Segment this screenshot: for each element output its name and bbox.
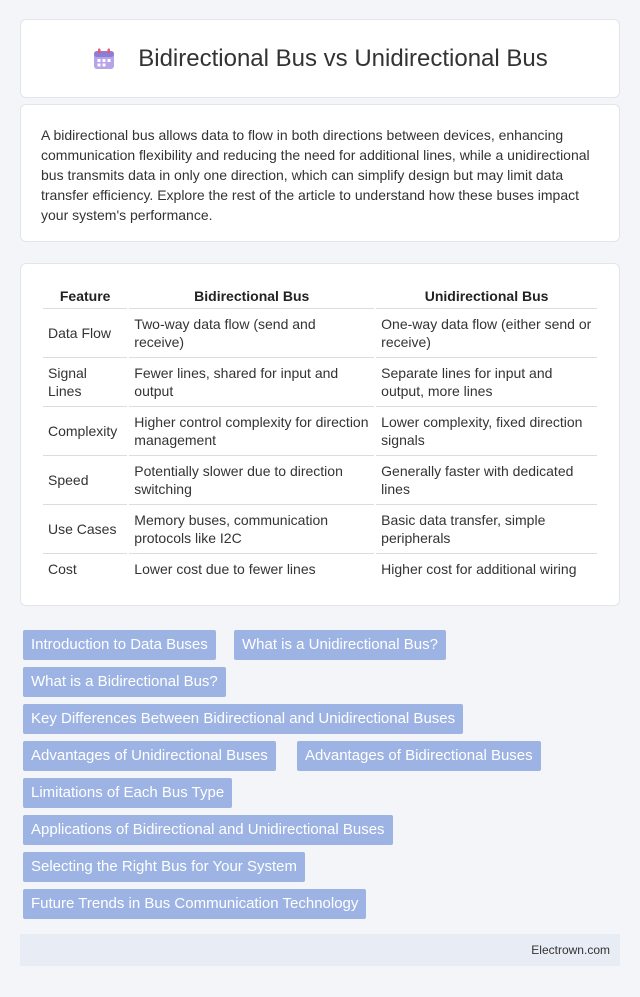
table-row: [43, 456, 597, 505]
footer-site: Electrown.com: [531, 943, 610, 957]
row-feature: Data Flow: [43, 309, 127, 358]
row-bidirectional: Two-way data flow (send and receive): [129, 309, 374, 358]
row-bidirectional: Memory buses, communication protocols like I2C: [129, 505, 374, 554]
title-card: [20, 19, 620, 98]
table-row: [43, 505, 597, 554]
toc-link-future-trends[interactable]: Future Trends in Bus Communication Technology: [23, 889, 366, 919]
row-bidirectional: Lower cost due to fewer lines: [134, 561, 316, 577]
table-row: [43, 309, 597, 358]
table-row: [43, 407, 597, 456]
row-bidirectional: Potentially slower due to direction switching: [129, 456, 374, 505]
toc-link-key-differences[interactable]: Key Differences Between Bidirectional and Unidirectional Buses: [23, 704, 463, 734]
toc-link-advantages-unidirectional[interactable]: Advantages of Unidirectional Buses: [23, 741, 276, 771]
row-feature: Cost: [48, 561, 77, 577]
toc-link-applications[interactable]: Applications of Bidirectional and Unidirectional Buses: [23, 815, 393, 845]
row-unidirectional: Higher cost for additional wiring: [381, 561, 577, 577]
row-feature: Complexity: [43, 407, 127, 456]
table-header-row: [43, 284, 597, 309]
toc-link-selecting[interactable]: Selecting the Right Bus for Your System: [23, 852, 305, 882]
intro-card: [20, 104, 620, 242]
comparison-table: [41, 284, 599, 584]
comparison-card: [20, 263, 620, 606]
row-feature: Signal Lines: [43, 358, 127, 407]
row-unidirectional: Generally faster with dedicated lines: [376, 456, 597, 505]
header-feature: Feature: [43, 284, 127, 309]
header-unidirectional: Unidirectional Bus: [376, 284, 597, 309]
calendar-icon: [92, 47, 116, 71]
table-row: [43, 358, 597, 407]
row-unidirectional: Basic data transfer, simple peripherals: [376, 505, 597, 554]
page-title-text: Bidirectional Bus vs Unidirectional Bus: [138, 44, 548, 72]
row-feature: Use Cases: [43, 505, 127, 554]
toc-link-introduction[interactable]: Introduction to Data Buses: [23, 630, 216, 660]
row-feature: Speed: [43, 456, 127, 505]
toc-link-bidirectional[interactable]: What is a Bidirectional Bus?: [23, 667, 226, 697]
row-bidirectional: Higher control complexity for direction management: [129, 407, 374, 456]
row-unidirectional: Separate lines for input and output, more lines: [376, 358, 597, 407]
toc-link-limitations[interactable]: Limitations of Each Bus Type: [23, 778, 232, 808]
toc-link-advantages-bidirectional[interactable]: Advantages of Bidirectional Buses: [297, 741, 541, 771]
table-row: [43, 554, 597, 584]
intro-paragraph: A bidirectional bus allows data to flow in both directions between devices, enhancing communication flexibility and reducing the need for additional lines, while a unidirectional bus transmits data in only one direction, which can simplify design but may limit data transfer efficiency. Explore the rest of the article to understand how these buses impact your system's performance.: [41, 127, 590, 223]
page-title: [92, 45, 548, 73]
header-bidirectional: Bidirectional Bus: [129, 284, 374, 309]
footer: [20, 934, 620, 966]
toc-link-unidirectional[interactable]: What is a Unidirectional Bus?: [234, 630, 446, 660]
row-unidirectional: One-way data flow (either send or receive): [376, 309, 597, 358]
row-bidirectional: Fewer lines, shared for input and output: [129, 358, 374, 407]
row-unidirectional: Lower complexity, fixed direction signals: [376, 407, 597, 456]
